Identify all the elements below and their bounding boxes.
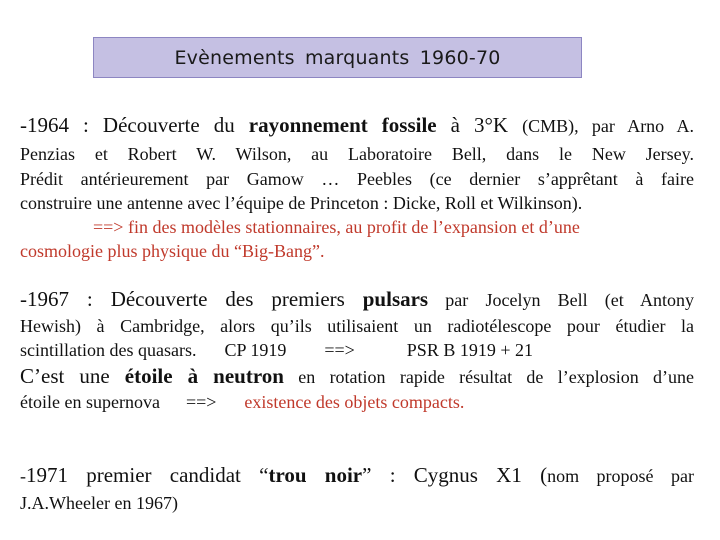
- paragraph-1964-conclusion-line-2: cosmologie plus physique du “Big-Bang”.: [20, 241, 325, 261]
- title-box: [93, 37, 582, 78]
- text-segment: scintillation des quasars.: [20, 340, 197, 360]
- paragraph-1967-line-1: [20, 289, 694, 310]
- text-segment: ” : Cygnus X1 (: [362, 463, 548, 487]
- text-segment: 1971 premier candidat “: [26, 463, 269, 487]
- slide-title: Evènements marquants 1960-70: [174, 46, 501, 69]
- paragraph-1964-line-1: [20, 115, 694, 136]
- keyword-pulsars: pulsars: [362, 287, 429, 311]
- paragraph-1964-line-2: Penzias et Robert W. Wilson, au Laboratoire Bell, dans le New Jersey.: [20, 144, 694, 164]
- text-segment: -1967 : Découverte des premiers: [20, 287, 363, 311]
- conclusion-objets-compacts: existence des objets compacts.: [244, 392, 465, 412]
- paragraph-1964-conclusion-line-1: ==> fin des modèles stationnaires, au profit de l’expansion et d’une: [93, 217, 580, 237]
- pulsar-cp-1919: CP 1919: [224, 340, 287, 360]
- paragraph-1964-line-3: Prédit antérieurement par Gamow … Peebles (ce dernier s’apprêtant à faire: [20, 169, 694, 189]
- keyword-trou-noir: trou noir: [268, 463, 363, 487]
- text-segment: à 3°K: [436, 113, 523, 137]
- text-segment: en rotation rapide résultat de l’explosion d’une: [283, 367, 694, 387]
- keyword-rayonnement-fossile: rayonnement fossile: [248, 113, 437, 137]
- paragraph-1971-line-1: [20, 465, 694, 486]
- text-segment: -: [20, 466, 26, 486]
- pulsar-psr-b1919: PSR B 1919 + 21: [406, 340, 533, 360]
- keyword-etoile-a-neutron: étoile à neutron: [124, 364, 284, 388]
- paragraph-1971-line-2: J.A.Wheeler en 1967): [20, 493, 178, 513]
- text-segment: C’est une: [20, 364, 125, 388]
- paragraph-1967-line-5: [20, 393, 694, 411]
- text-segment: nom proposé par: [547, 466, 694, 486]
- arrow: ==>: [185, 392, 217, 412]
- year-1964: -1964: [20, 113, 69, 137]
- text-segment: étoile en supernova: [20, 392, 160, 412]
- paragraph-1967-line-4: [20, 366, 694, 387]
- paragraph-1967-line-2: Hewish) à Cambridge, alors qu’ils utilisaient un radiotélescope pour étudier la: [20, 316, 694, 336]
- paragraph-1967-line-3: [20, 341, 694, 359]
- text-segment: : Découverte du: [69, 113, 249, 137]
- text-segment: (CMB), par Arno A.: [522, 116, 694, 136]
- text-segment: par Jocelyn Bell (et Antony: [428, 290, 694, 310]
- arrow: ==>: [324, 340, 355, 360]
- paragraph-1964-line-4: construire une antenne avec l’équipe de Princeton : Dicke, Roll et Wilkinson).: [20, 193, 583, 213]
